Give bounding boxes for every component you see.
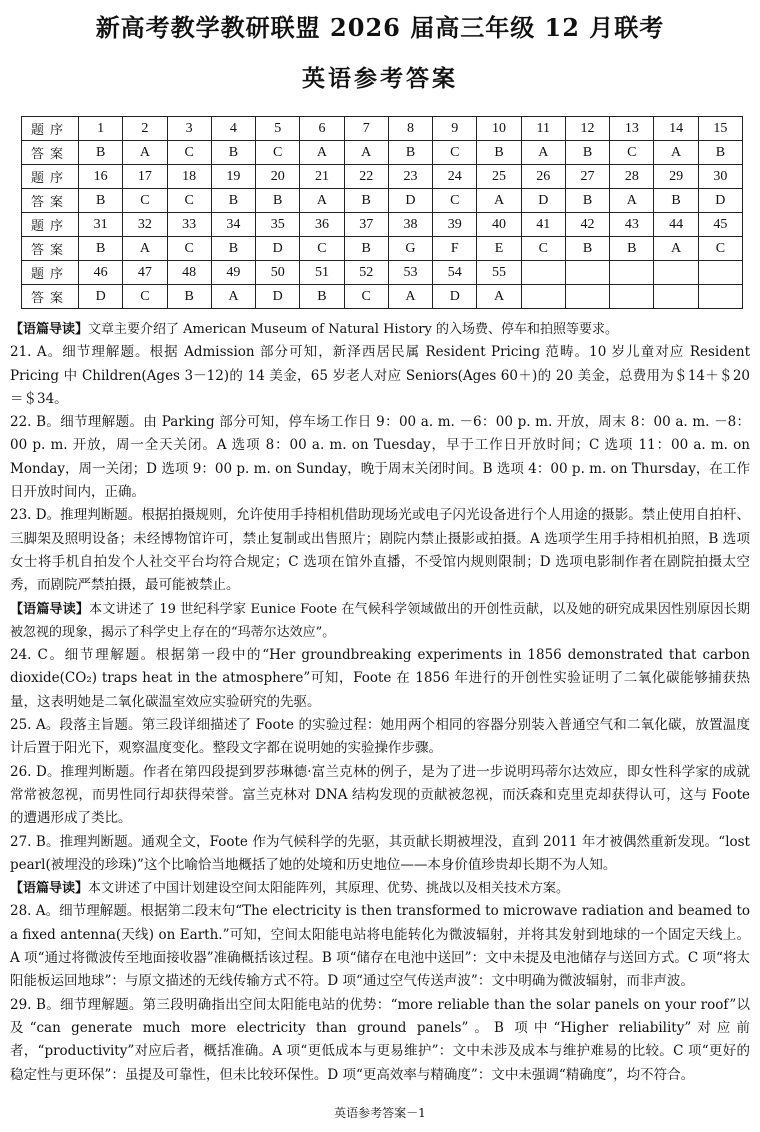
answer-cell: A [300, 141, 344, 165]
question-number-cell: 38 [388, 213, 432, 237]
question-number-cell: 44 [654, 213, 698, 237]
answer-cell: A [211, 285, 255, 309]
number-row [22, 117, 743, 141]
answer-cell: A [388, 285, 432, 309]
answer-cell: D [521, 189, 565, 213]
question-number-cell: 26 [521, 165, 565, 189]
answer-cell: D [433, 285, 477, 309]
answer-table [21, 116, 743, 309]
answer-cell: D [256, 285, 300, 309]
answer-cell: C [433, 141, 477, 165]
row-label: 题序 [22, 165, 79, 189]
question-number-cell: 30 [698, 165, 742, 189]
explanations [10, 318, 750, 1087]
answer-cell: C [167, 189, 211, 213]
guide-text: 本文讲述了中国计划建设空间太阳能阵列，其原理、优势、挑战以及相关技术方案。 [88, 881, 570, 897]
question-number-cell: 9 [433, 117, 477, 141]
answer-cell: B [565, 237, 609, 261]
number-row [22, 261, 743, 285]
answer-cell: C [433, 189, 477, 213]
question-number-cell: 37 [344, 213, 388, 237]
question-number-cell: 29 [654, 165, 698, 189]
answer-cell: B [79, 189, 123, 213]
answer-explanation: 21. A。细节理解题。根据 Admission 部分可知，新泽西居民属 Resident Pricing 范畴。10 岁儿童对应 Resident Pricing 中 Children(Ages 3－12)的 14 美金，65 岁老人对应 Seniors(Ages 60＋)的 20 美金，总费用为＄14＋＄20＝＄34。 [10, 344, 750, 407]
answer-cell: C [167, 237, 211, 261]
guide-label: 【语篇导读】 [10, 601, 90, 617]
answer-cell: A [477, 285, 521, 309]
question-number-cell: 20 [256, 165, 300, 189]
question-number-cell: 50 [256, 261, 300, 285]
answer-cell: C [123, 285, 167, 309]
question-number-cell: 2 [123, 117, 167, 141]
question-number-cell: 34 [211, 213, 255, 237]
question-number-cell: 7 [344, 117, 388, 141]
answer-explanation: 26. D。推理判断题。作者在第四段提到罗莎琳德·富兰克林的例子，是为了进一步说明玛蒂尔达效应，即女性科学家的成就常常被忽视，而男性同行却获得荣誉。富兰克林对 DNA 结构发现的贡献被忽视，而沃森和克里克却获得认可，这与 Foote 的遭遇形成了类比。 [10, 763, 750, 827]
answer-cell: C [123, 189, 167, 213]
question-number-cell: 54 [433, 261, 477, 285]
question-number-cell: 1 [79, 117, 123, 141]
question-number-cell: 19 [211, 165, 255, 189]
question-number-cell: 8 [388, 117, 432, 141]
question-number-cell: 35 [256, 213, 300, 237]
guide-label: 【语篇导读】 [10, 322, 89, 337]
question-number-cell: 53 [388, 261, 432, 285]
number-row [22, 165, 743, 189]
answer-cell: B [211, 237, 255, 261]
answer-cell: A [654, 237, 698, 261]
question-number-cell: 32 [123, 213, 167, 237]
guide-text: 文章主要介绍了 American Museum of Natural History 的入场费、停车和拍照等要求。 [88, 322, 619, 337]
answer-cell: B [79, 237, 123, 261]
question-number-cell: 47 [123, 261, 167, 285]
answer-explanation: 23. D。推理判断题。根据拍摄规则，允许使用手持相机借助现场光或电子闪光设备进行个人用途的摄影。禁止使用自拍杆、三脚架及照明设备；未经博物馆许可，禁止复制或出售照片；剧院内禁止摄影或拍摄。A 选项学生用手持相机拍照，B 选项女士将手机自拍发个人社交平台均符合规定；C 选项在馆外直播，不受馆内规则限制；D 选项电影制作者在剧院拍摄太空秀，而剧院严禁拍摄，最可能被禁止。 [10, 507, 750, 594]
question-number-cell [654, 261, 698, 285]
answer-cell: C [610, 141, 654, 165]
question-number-cell: 18 [167, 165, 211, 189]
answer-cell: B [167, 285, 211, 309]
question-number-cell: 15 [698, 117, 742, 141]
passage-guide [10, 318, 750, 341]
answer-explanation: 28. A。细节理解题。根据第二段末句“The electricity is then transformed to microwave radiation and beamed to a fixed antenna(天线) on Earth.”可知，空间太阳能电站将电能转化为微波辐射，并将其发射到地球的一个固定天线上。A 项“通过将微波传至地面接收器”准确概括该过程。B 项“储存在电池中送回”：文中未提及电池储存与送回方式。C 项“将太阳能板运回地球”：与原文描述的无线传输方式不符。D 项“通过空气传送声波”：文中明确为微波辐射，而非声波。 [10, 903, 750, 990]
number-row [22, 213, 743, 237]
question-number-cell: 3 [167, 117, 211, 141]
answer-row [22, 285, 743, 309]
answer-cell [521, 285, 565, 309]
answer-cell: A [123, 237, 167, 261]
question-number-cell: 49 [211, 261, 255, 285]
question-number-cell: 51 [300, 261, 344, 285]
answer-cell: A [521, 141, 565, 165]
answer-cell: D [698, 189, 742, 213]
question-number-cell: 36 [300, 213, 344, 237]
question-number-cell: 13 [610, 117, 654, 141]
row-label: 题序 [22, 117, 79, 141]
answer-cell: B [610, 237, 654, 261]
answer-row [22, 237, 743, 261]
question-number-cell [610, 261, 654, 285]
question-number-cell: 31 [79, 213, 123, 237]
row-label: 答案 [22, 141, 79, 165]
question-number-cell: 42 [565, 213, 609, 237]
answer-explanation: 27. B。推理判断题。通观全文，Foote 作为气候科学的先驱，其贡献长期被埋没，直到 2011 年才被偶然重新发现。“lost pearl(被埋没的珍珠)”这个比喻恰当地概括了她的处境和历史地位——本身价值珍贵却长期不为人知。 [10, 833, 750, 873]
answer-cell: B [698, 141, 742, 165]
answer-cell: B [388, 141, 432, 165]
row-label: 题序 [22, 213, 79, 237]
answer-cell: B [211, 189, 255, 213]
answer-explanation: 24. C。细节理解题。根据第一段中的“Her groundbreaking experiments in 1856 demonstrated that carbon dioxide(CO₂) traps heat in the atmosphere”可知，Foote 在 1856 年进行的开创性实验证明了二氧化碳能够捕获热量，这表明她是二氧化碳温室效应实验研究的先驱。 [10, 647, 750, 710]
question-number-cell [521, 261, 565, 285]
answer-cell: B [256, 189, 300, 213]
question-number-cell: 12 [565, 117, 609, 141]
question-number-cell: 14 [654, 117, 698, 141]
question-number-cell: 17 [123, 165, 167, 189]
question-number-cell: 22 [344, 165, 388, 189]
question-number-cell: 10 [477, 117, 521, 141]
question-number-cell: 41 [521, 213, 565, 237]
row-label: 答案 [22, 285, 79, 309]
row-label: 答案 [22, 237, 79, 261]
answer-cell: B [477, 141, 521, 165]
question-number-cell [698, 261, 742, 285]
question-number-cell: 21 [300, 165, 344, 189]
answer-cell: B [344, 237, 388, 261]
answer-explanation: 25. A。段落主旨题。第三段详细描述了 Foote 的实验过程：她用两个相同的容器分别装入普通空气和二氧化碳，放置温度计后置于阳光下，观察温度变化。整段文字都在说明她的实验操作步骤。 [10, 717, 750, 757]
answer-cell [610, 285, 654, 309]
answer-cell: B [300, 285, 344, 309]
exam-title: 新高考教学教研联盟 2026 届高三年级 12 月联考 [95, 13, 665, 42]
question-number-cell: 45 [698, 213, 742, 237]
question-number-cell [565, 261, 609, 285]
answer-cell: C [344, 285, 388, 309]
answer-cell: D [256, 237, 300, 261]
passage-guide [10, 877, 750, 900]
answer-cell: A [344, 141, 388, 165]
question-number-cell: 23 [388, 165, 432, 189]
page-footer: 英语参考答案－1 [334, 1106, 426, 1120]
answer-cell: A [300, 189, 344, 213]
answer-row [22, 141, 743, 165]
question-number-cell: 52 [344, 261, 388, 285]
question-number-cell: 4 [211, 117, 255, 141]
question-number-cell: 16 [79, 165, 123, 189]
passage-guide [10, 598, 750, 645]
answer-explanation: 29. B。细节理解题。第三段明确指出空间太阳能电站的优势：“more reliable than the solar panels on your roof”以及“can generate much more electricity than ground panels”。B 项中“Higher reliability”对应前者，“productivity”对应后者，概括准确。A 项“更低成本与更易维护”：文中未涉及成本与维护难易的比较。C 项“更好的稳定性与更环保”：虽提及可靠性，但未比较环保性。D 项“更高效率与精确度”：文中未强调“精确度”，均不符合。 [10, 996, 750, 1083]
answer-cell: C [521, 237, 565, 261]
row-label: 答案 [22, 189, 79, 213]
answer-cell: C [698, 237, 742, 261]
guide-text: 本文讲述了 19 世纪科学家 Eunice Foote 在气候科学领域做出的开创性贡献，以及她的研究成果因性别原因长期被忽视的现象，揭示了科学史上存在的“玛蒂尔达效应”。 [10, 601, 750, 640]
answer-cell: B [565, 189, 609, 213]
question-number-cell: 33 [167, 213, 211, 237]
answer-cell: G [388, 237, 432, 261]
answer-explanation: 22. B。细节理解题。由 Parking 部分可知，停车场工作日 9：00 a. m. －6：00 p. m. 开放，周末 8：00 a. m. －8：00 p. m. 开放，周一全天关闭。A 选项 8：00 a. m. on Tuesday，早于工作日开放时间；C 选项 11：00 a. m. on Monday，周一关闭；D 选项 9：00 p. m. on Sunday，晚于周末关闭时间。B 选项 4：00 p. m. on Thursday，在工作日开放时间内，正确。 [10, 414, 750, 501]
answer-cell: B [79, 141, 123, 165]
answer-cell: A [123, 141, 167, 165]
row-label: 题序 [22, 261, 79, 285]
question-number-cell: 24 [433, 165, 477, 189]
answer-cell [698, 285, 742, 309]
answer-cell: B [565, 141, 609, 165]
page-title: 英语参考答案 [302, 65, 458, 92]
question-number-cell: 27 [565, 165, 609, 189]
answer-cell: B [211, 141, 255, 165]
question-number-cell: 5 [256, 117, 300, 141]
question-number-cell: 55 [477, 261, 521, 285]
answer-cell: D [79, 285, 123, 309]
answer-cell: C [300, 237, 344, 261]
answer-cell: A [610, 189, 654, 213]
answer-row [22, 189, 743, 213]
answer-cell [654, 285, 698, 309]
question-number-cell: 11 [521, 117, 565, 141]
question-number-cell: 6 [300, 117, 344, 141]
answer-cell: A [477, 189, 521, 213]
question-number-cell: 40 [477, 213, 521, 237]
answer-cell: B [654, 189, 698, 213]
question-number-cell: 25 [477, 165, 521, 189]
answer-cell: F [433, 237, 477, 261]
answer-cell: C [167, 141, 211, 165]
question-number-cell: 43 [610, 213, 654, 237]
answer-cell [565, 285, 609, 309]
answer-cell: B [344, 189, 388, 213]
question-number-cell: 28 [610, 165, 654, 189]
question-number-cell: 46 [79, 261, 123, 285]
answer-cell: E [477, 237, 521, 261]
answer-cell: D [388, 189, 432, 213]
question-number-cell: 39 [433, 213, 477, 237]
answer-cell: C [256, 141, 300, 165]
question-number-cell: 48 [167, 261, 211, 285]
answer-cell: A [654, 141, 698, 165]
guide-label: 【语篇导读】 [10, 881, 89, 897]
